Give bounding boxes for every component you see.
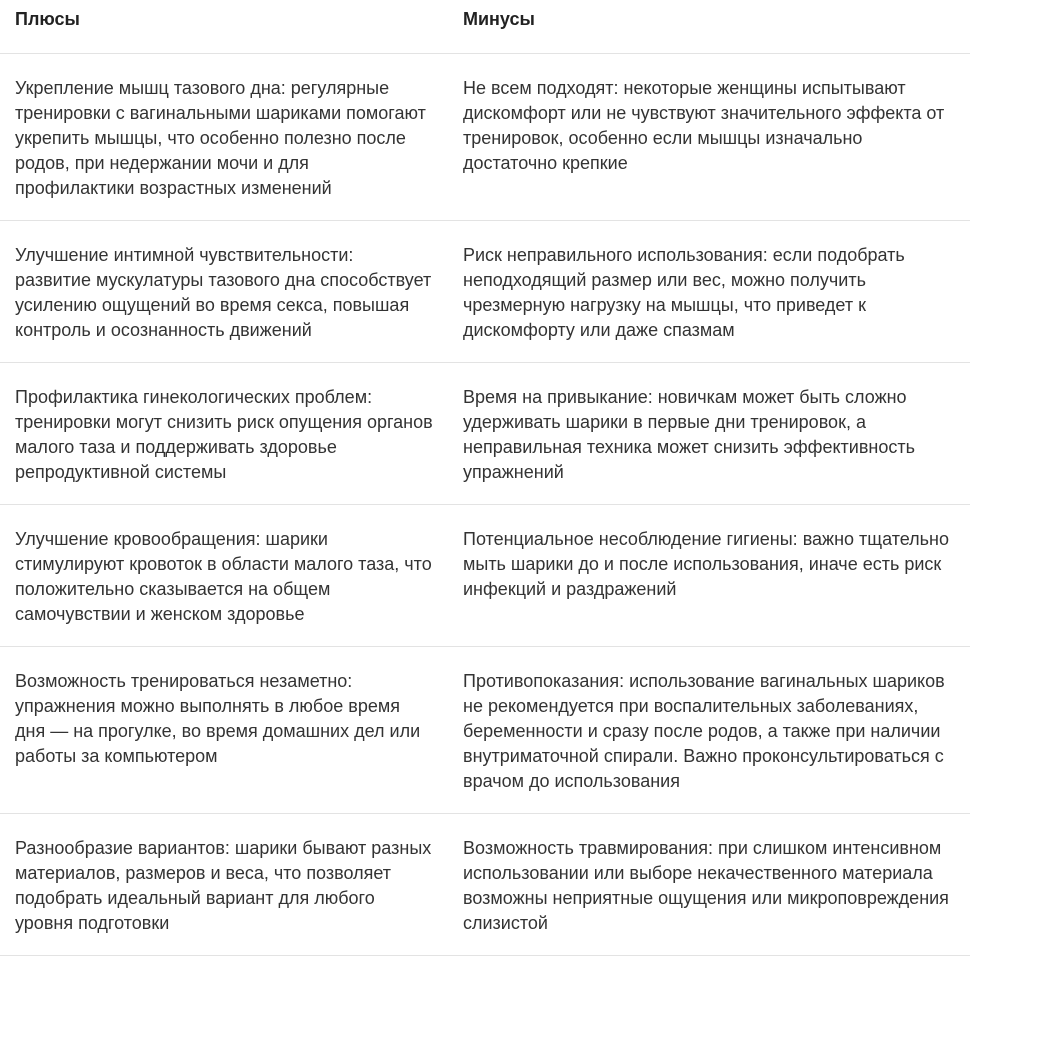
pros-column-header: Плюсы (0, 0, 448, 54)
table-row (0, 221, 970, 363)
table-body (0, 54, 970, 956)
con-cell: Время на привыкание: новичкам может быть сложно удерживать шарики в первые дни тренировок, а неправильная техника может снизить эффективность упражнений (448, 363, 970, 505)
pro-cell: Укрепление мышц тазового дна: регулярные тренировки с вагинальными шариками помогают укрепить мышцы, что особенно полезно после родов, при недержании мочи и для профилактики возрастных изменений (0, 54, 448, 221)
con-cell: Возможность травмирования: при слишком интенсивном использовании или выборе некачественного материала возможны неприятные ощущения или микроповреждения слизистой (448, 814, 970, 956)
con-cell: Риск неправильного использования: если подобрать неподходящий размер или вес, можно получить чрезмерную нагрузку на мышцы, что приведет к дискомфорту или даже спазмам (448, 221, 970, 363)
con-cell: Не всем подходят: некоторые женщины испытывают дискомфорт или не чувствуют значительного эффекта от тренировок, особенно если мышцы изначально достаточно крепкие (448, 54, 970, 221)
header-row (0, 0, 970, 54)
pro-cell: Разнообразие вариантов: шарики бывают разных материалов, размеров и веса, что позволяет подобрать идеальный вариант для любого уровня подготовки (0, 814, 448, 956)
con-cell: Потенциальное несоблюдение гигиены: важно тщательно мыть шарики до и после использования, иначе есть риск инфекций и раздражений (448, 505, 970, 647)
table-row (0, 505, 970, 647)
cons-column-header: Минусы (448, 0, 970, 54)
pro-cell: Улучшение кровообращения: шарики стимулируют кровоток в области малого таза, что положительно сказывается на общем самочувствии и женском здоровье (0, 505, 448, 647)
pro-cell: Возможность тренироваться незаметно: упражнения можно выполнять в любое время дня — на прогулке, во время домашних дел или работы за компьютером (0, 647, 448, 814)
con-cell: Противопоказания: использование вагинальных шариков не рекомендуется при воспалительных заболеваниях, беременности и сразу после родов, а также при наличии внутриматочной спирали. Важно проконсультироваться с врачом до использования (448, 647, 970, 814)
table-row (0, 647, 970, 814)
table-header (0, 0, 970, 54)
pro-cell: Профилактика гинекологических проблем: тренировки могут снизить риск опущения органов малого таза и поддерживать здоровье репродуктивной системы (0, 363, 448, 505)
table-row (0, 363, 970, 505)
table-row (0, 814, 970, 956)
pro-cell: Улучшение интимной чувствительности: развитие мускулатуры тазового дна способствует усилению ощущений во время секса, повышая контроль и осознанность движений (0, 221, 448, 363)
table-row (0, 54, 970, 221)
